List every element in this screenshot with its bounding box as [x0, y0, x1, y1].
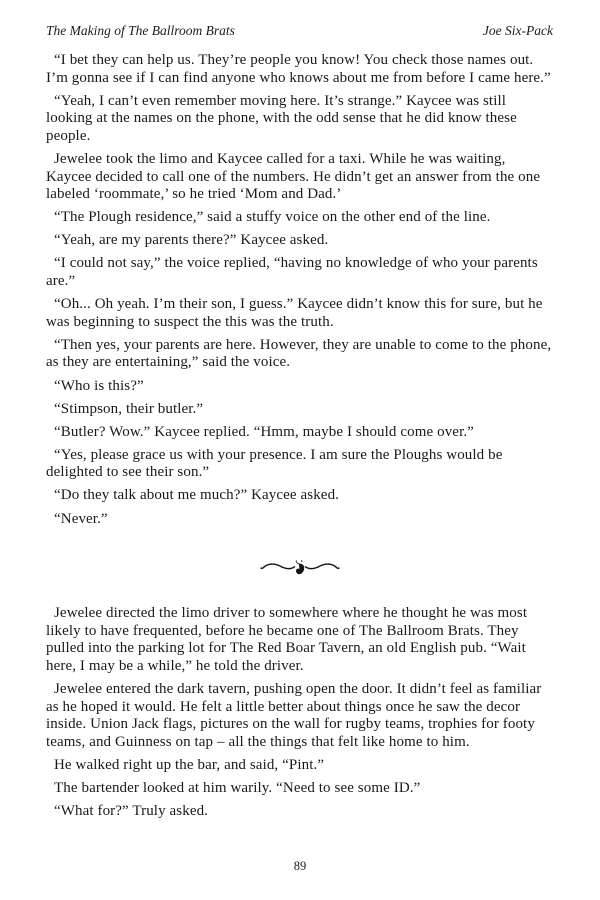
page-footer [0, 859, 600, 874]
paragraph: “What for?” Truly asked. [54, 803, 209, 820]
text-section-phone-call [46, 52, 553, 528]
paragraph: “Yes, please grace us with your presence. I am sure the Ploughs would be delighted to see their son.” [46, 446, 503, 481]
page-body [46, 52, 553, 821]
author-name: Joe Six-Pack [482, 23, 553, 38]
paragraph: “I bet they can help us. They’re people you know! You check those names out. I’m gonna see if I can find anyone who knows about me from before I came here.” [46, 52, 551, 86]
paragraph: “Yeah, are my parents there?” Kaycee asked. [54, 232, 329, 249]
paragraph: Jewelee took the limo and Kaycee called for a taxi. While he was waiting, Kaycee decided to call one of the numbers. He didn’t get an answer from the one labeled ‘roommate,’ so he tried ‘Mom and Dad.’ [46, 150, 541, 203]
paragraph: “Do they talk about me much?” Kaycee asked. [54, 487, 340, 504]
paragraph: “Stimpson, their butler.” [54, 400, 204, 417]
paragraph: The bartender looked at him warily. “Need to see some ID.” [54, 780, 421, 796]
page-number: 89 [293, 859, 307, 873]
paragraph: “The Plough residence,” said a stuffy voice on the other end of the line. [54, 209, 491, 226]
paragraph: “Then yes, your parents are here. However, they are unable to come to the phone, as they are entertaining,” said the voice. [46, 336, 552, 371]
swash-fleuron-ornament-icon [259, 557, 341, 578]
paragraph: “Yeah, I can’t even remember moving here. It’s strange.” Kaycee was still looking at the names on the phone, with the odd sense that he did know these people. [46, 92, 517, 144]
paragraph: He walked right up the bar, and said, “Pint.” [54, 756, 325, 773]
paragraph: Jewelee directed the limo driver to somewhere where he thought he was most likely to have frequented, before he became one of The Ballroom Brats. They pulled into the parking lot for The Red Boar Tavern, an old English pub. “Wait here, I may be a while,” he told the driver. [46, 605, 528, 674]
paragraph: Jewelee entered the dark tavern, pushing open the door. It didn’t feel as familiar as he hoped it would. He felt a little better about things once he saw the decor inside. Union Jack flags, pictures on the wall for rugby teams, trophies for footy teams, and Guinness on tap – all the things that felt like home to him. [46, 681, 542, 750]
paragraph: “Who is this?” [54, 377, 144, 394]
paragraph: “Butler? Wow.” Kaycee replied. “Hmm, maybe I should come over.” [54, 423, 474, 440]
paragraph: “I could not say,” the voice replied, “having no knowledge of who your parents are.” [46, 255, 538, 290]
text-section-tavern [46, 605, 553, 821]
scene-divider [46, 557, 553, 578]
paragraph: “Never.” [54, 510, 108, 527]
book-title: The Making of The Ballroom Brats [46, 23, 235, 38]
paragraph: “Oh... Oh yeah. I’m their son, I guess.” Kaycee didn’t know this for sure, but he was beginning to suspect the this was the truth. [46, 296, 543, 330]
running-header [46, 23, 553, 39]
